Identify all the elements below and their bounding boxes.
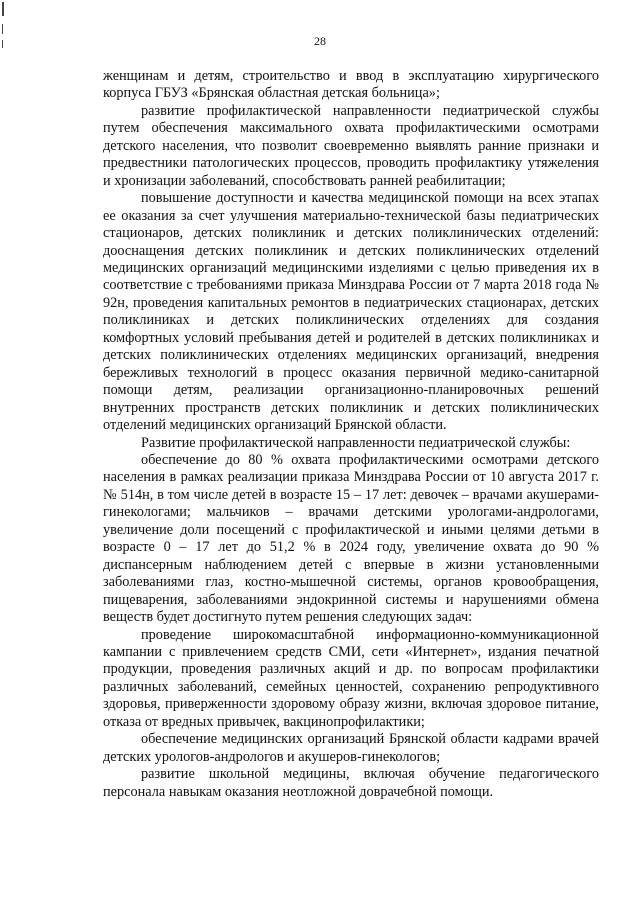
scan-edge-mark — [2, 24, 3, 34]
page-number: 28 — [314, 34, 326, 48]
paragraph: обеспечение медицинских организаций Брянской области кадрами врачей детских урологов-андрологов и акушеров-гинекологов; — [103, 731, 599, 765]
paragraph: развитие профилактической направленности педиатрической службы путем обеспечения максимального охвата профилактическими осмотрами детского населения, что позволит своевременно выявлять ранние признаки и предвестники патологических процессов, проводить профилактику утяжеления и хронизации заболеваний, способствовать ранней реабилитации; — [103, 102, 599, 189]
document-body — [103, 68, 599, 801]
section-heading: Развитие профилактической направленности педиатрической службы: — [141, 434, 571, 451]
scan-edge-mark — [2, 2, 4, 16]
paragraph: повышение доступности и качества медицинской помощи на всех этапах ее оказания за счет улучшения материально-технической базы педиатрических стационаров, детских поликлиник и детских поликлинических отделений: дооснащения детских поликлиник и детских поликлинических отделений медицинских организаций медицинскими изделиями с целью приведения их в соответствие с требованиями приказа Минздрава России от 7 марта 2018 года № 92н, проведения капитальных ремонтов в педиатрических стационарах, детских поликлиниках и детских поликлинических отделениях для создания комфортных условий пребывания детей и родителей в детских поликлиниках и детских поликлинических отделениях медицинских организаций, внедрения бережливых технологий в процесс оказания первичной медико-санитарной помощи детям, реализации организационно-планировочных решений внутренних пространств детских поликлиник и детских поликлинических отделений медицинских организаций Брянской области. — [103, 190, 599, 434]
paragraph: проведение широкомасштабной информационно-коммуникационной кампании с привлечением средств СМИ, сети «Интернет», издания печатной продукции, проведения различных акций и др. по вопросам профилактики различных заболеваний, семейных ценностей, сохранению репродуктивного здоровья, приверженности здоровому образу жизни, включая здоровое питание, отказа от вредных привычек, вакцинопрофилактики; — [103, 626, 599, 730]
paragraph: развитие школьной медицины, включая обучение педагогического персонала навыкам оказания неотложной доврачебной помощи. — [103, 766, 599, 800]
paragraph: женщинам и детям, строительство и ввод в эксплуатацию хирургического корпуса ГБУЗ «Брянская областная детская больница»; — [103, 68, 599, 102]
paragraph: обеспечение до 80 % охвата профилактическими осмотрами детского населения в рамках реализации приказа Минздрава России от 10 августа 2017 г. № 514н, в том числе детей в возрасте 15 – 17 лет: девочек – врачами акушерами-гинекологами; мальчиков – врачами детскими урологами-андрологами, увеличение доли посещений с профилактической и иными целями детьми в возрасте 0 – 17 лет до 51,2 % в 2024 году, увеличение охвата до 90 % диспансерным наблюдением детей с впервые в жизни установленными заболеваниями глаз, костно-мышечной системы, органов кровообращения, пищеварения, заболеваниями эндокринной системы и нарушениями обмена веществ будет достигнуто путем решения следующих задач: — [103, 451, 599, 626]
